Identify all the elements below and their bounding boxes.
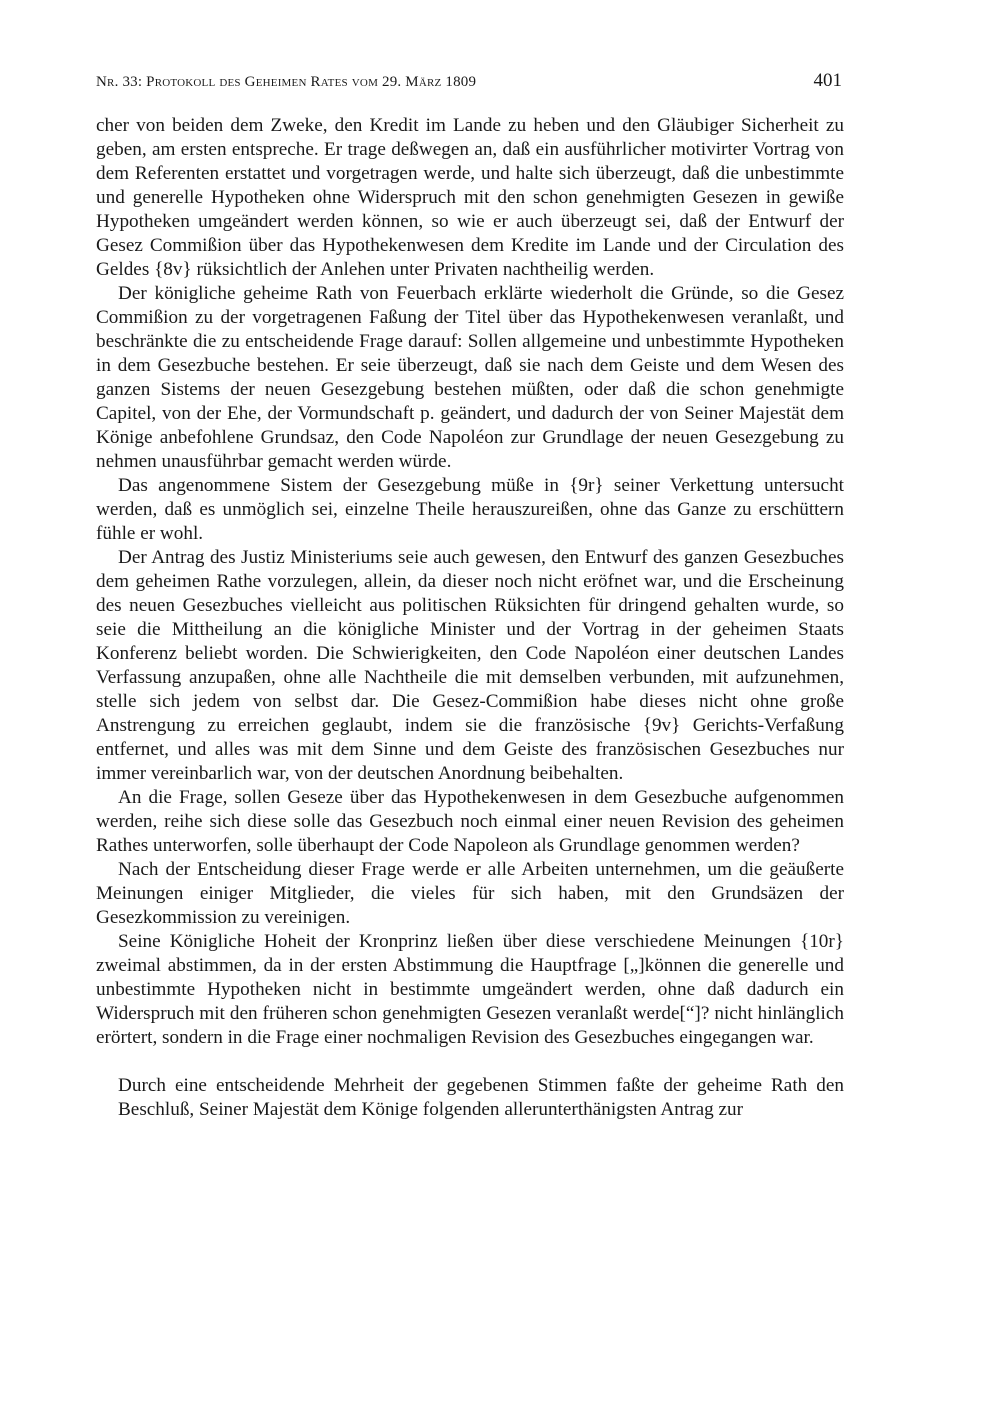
paragraph: Nach der Entscheidung dieser Frage werde er alle Arbeiten unternehmen, um die geäußerte Meinungen einiger Mitglieder, die vieles für sich haben, mit den Grundsäzen der Gesezkommission zu vereinigen. [96, 859, 844, 928]
paragraph: Durch eine entscheidende Mehrheit der gegebenen Stimmen faßte der geheime Rath den Beschluß, Seiner Majestät dem Könige folgenden allerunterthänigsten Antrag zur [118, 1075, 844, 1120]
page-number: 401 [813, 70, 842, 91]
paragraph: cher von beiden dem Zweke, den Kredit im Lande zu heben und den Gläubiger Sicherheit zu geben, am ersten entspreche. Er trage deßwegen an, daß ein ausführlicher motivirter Vortrag von dem Referenten erstattet und vorgetragen werde, und halte sich überzeugt, daß die unbestimmte und generelle Hypotheken ohne Widerspruch mit den schon genehmigten Gesezen in gewiße Hypotheken umgeändert werden können, so wie er auch überzeugt sei, daß der Entwurf der Gesez Commißion über das Hypothekenwesen dem Kredite im Lande und der Circulation des Geldes {8v} rüksichtlich der Anlehen unter Privaten nachtheilig werden. [96, 115, 844, 280]
paragraph: Das angenommene Sistem der Gesezgebung müße in {9r} seiner Verkettung untersucht werden, daß es unmöglich sei, einzelne Theile herauszureißen, ohne das Ganze zu erschüttern fühle er wohl. [96, 475, 844, 544]
page [96, 70, 844, 1122]
paragraph: An die Frage, sollen Geseze über das Hypothekenwesen in dem Gesezbuche aufgenommen werden, reihe sich diese solle das Gesezbuch noch einmal einer neuen Revision des geheimen Rathes unterworfen, solle überhaupt der Code Napoleon als Grundlage genommen werden? [96, 787, 844, 856]
running-header-title: Nr. 33: Protokoll des Geheimen Rates vom 29. März 1809 [96, 74, 477, 90]
paragraph: Der königliche geheime Rath von Feuerbach erklärte wiederholt die Gründe, so die Gesez Commißion zu der vorgetragenen Faßung der Titel über das Hypothekenwesen veranlaßt, und beschränkte die zu entscheidende Frage darauf: Sollen allgemeine und unbestimmte Hypotheken in dem Gesezbuche bestehen. Er seie überzeugt, daß sie nach dem Geiste und dem Wesen des ganzen Sistems der neuen Gesezgebung bestehen müßten, oder daß die schon genehmigte Capitel, von der Ehe, der Vormundschaft p. geändert, und dadurch der von Seiner Majestät dem Könige anbefohlene Grundsaz, den Code Napoléon zur Grundlage der neuen Gesezgebung zu nehmen unausführbar gemacht werden würde. [96, 283, 844, 472]
document-body [96, 114, 844, 1122]
paragraph: Seine Königliche Hoheit der Kronprinz ließen über diese verschiedene Meinungen {10r} zweimal abstimmen, da in der ersten Abstimmung die Hauptfrage [„]können die generelle und unbestimmte Hypotheken nicht in bestimmte umgeändert werden, ohne daß dadurch ein Widerspruch mit den früheren schon genehmigten Gesezen veranlaßt werde[“]? nicht hinlänglich erörtert, sondern in die Frage einer nochmaligen Revision des Gesezbuches eingegangen war. [96, 931, 844, 1048]
running-header [96, 70, 844, 100]
paragraph: Der Antrag des Justiz Ministeriums seie auch gewesen, den Entwurf des ganzen Gesezbuches dem geheimen Rathe vorzulegen, allein, da dieser noch nicht eröfnet war, und die Erscheinung des neuen Gesezbuches vielleicht aus politischen Rüksichten für dringend gehalten wurde, so seie die Mittheilung an die königliche Minister und der Vortrag in der geheimen Staats Konferenz beliebt worden. Die Schwierigkeiten, den Code Napoléon einer deutschen Landes Verfassung anzupaßen, ohne alle Nachtheile die mit demselben verbunden, mit aufzunehmen, stelle sich jedem von selbst dar. Die Gesez-Commißion habe dieses nicht ohne große Anstrengung zu erreichen geglaubt, indem sie die französische {9v} Gerichts-Verfaßung entfernet, und alles was mit dem Sinne und dem Geiste des französischen Gesezbuches nur immer vereinbarlich war, von der deutschen Anordnung beibehalten. [96, 547, 844, 784]
